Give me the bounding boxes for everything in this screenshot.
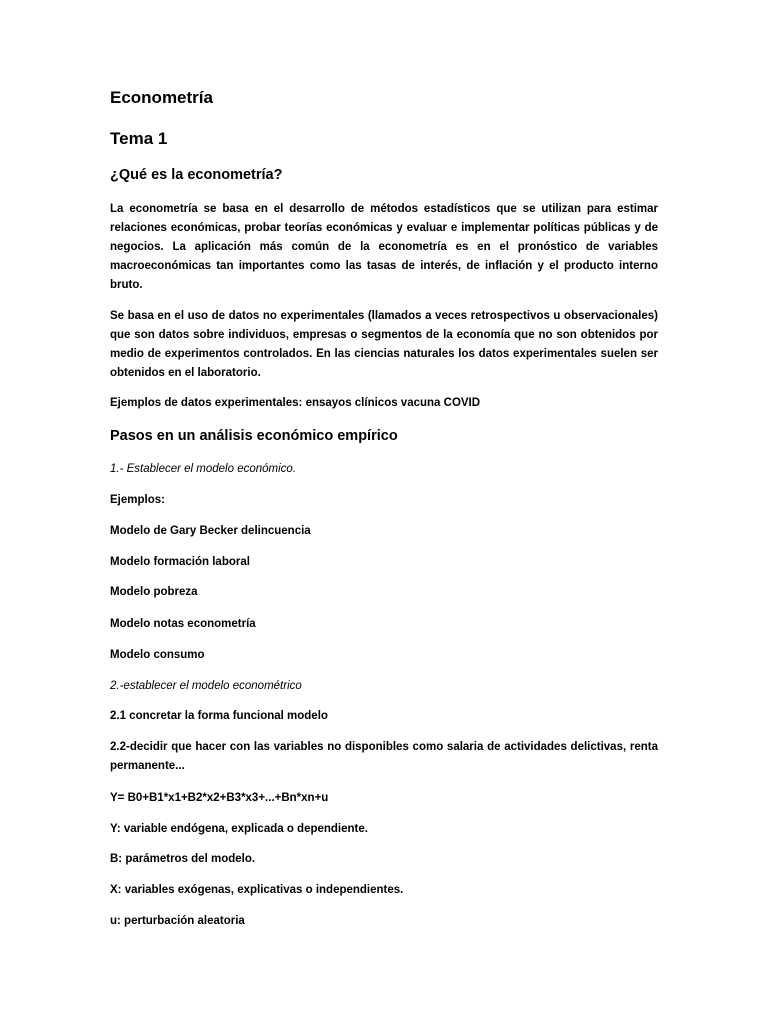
step-1: 1.- Establecer el modelo económico. <box>110 463 297 475</box>
examples-label: Ejemplos: <box>110 494 165 506</box>
step-2-1: 2.1 concretar la forma funcional modelo <box>110 710 328 722</box>
step-2-2: 2.2-decidir que hacer con las variables no disponibles como salaria de actividades delictivas, renta permanente... <box>110 741 658 772</box>
model-item: Modelo formación laboral <box>110 556 250 568</box>
paragraph-non-experimental-data: Se basa en el uso de datos no experimentales (llamados a veces retrospectivos u observacionales) que son datos sobre individuos, empresas o segmentos de la economía que no son obtenidos por medio de experimentos controlados. En las ciencias naturales los datos experimentales suelen ser obtenidos en el laboratorio. <box>110 310 658 379</box>
definition-item: B: parámetros del modelo. <box>110 853 256 865</box>
step-2: 2.-establecer el modelo econométrico <box>110 680 302 692</box>
document-title: Econometría <box>110 88 213 107</box>
definition-item: Y: variable endógena, explicada o dependiente. <box>110 823 368 835</box>
definition-item: u: perturbación aleatoria <box>110 915 245 927</box>
section-heading-what-is: ¿Qué es la econometría? <box>110 167 283 183</box>
section-heading-steps: Pasos en un análisis económico empírico <box>110 428 398 444</box>
paragraph-definition: La econometría se basa en el desarrollo de métodos estadísticos que se utilizan para estimar relaciones económicas, probar teorías económicas y evaluar e implementar políticas públicas y de negocios. La aplicación más común de la econometría es en el pronóstico de variables macroeconómicas tan importantes como las tasas de interés, de inflación y el producto interno bruto. <box>110 203 658 291</box>
model-item: Modelo de Gary Becker delincuencia <box>110 525 311 537</box>
model-item: Modelo pobreza <box>110 586 198 598</box>
model-equation: Y= B0+B1*x1+B2*x2+B3*x3+...+Bn*xn+u <box>110 792 329 804</box>
model-item: Modelo consumo <box>110 649 205 661</box>
topic-heading: Tema 1 <box>110 129 168 148</box>
examples-experimental-data: Ejemplos de datos experimentales: ensayos clínicos vacuna COVID <box>110 397 481 409</box>
model-item: Modelo notas econometría <box>110 618 256 630</box>
definition-item: X: variables exógenas, explicativas o independientes. <box>110 884 404 896</box>
